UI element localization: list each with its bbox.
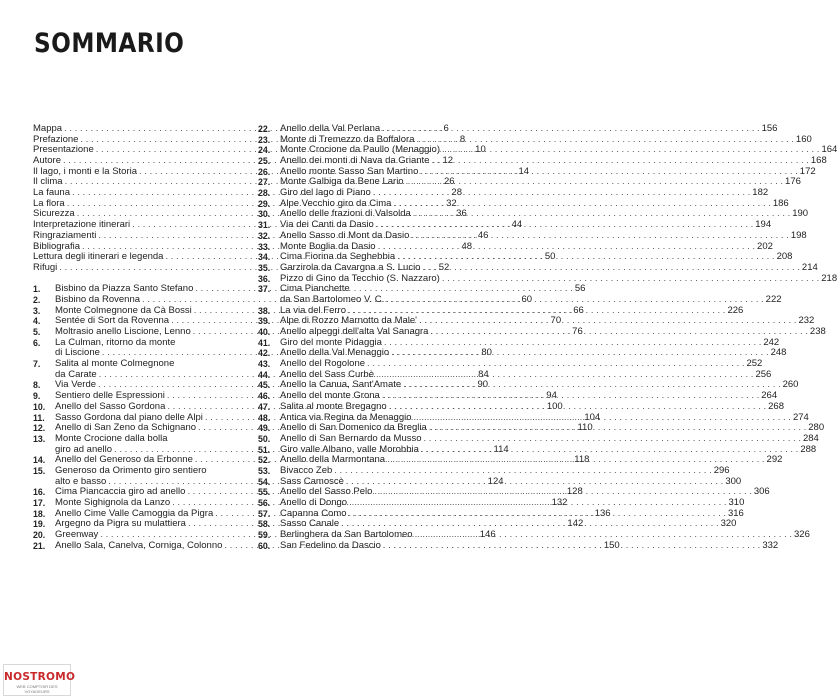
entry-page-number: 46 xyxy=(477,229,489,241)
entry-page-number: 226 xyxy=(727,304,744,316)
entry-title: La fauna xyxy=(33,187,70,199)
entry-number: 55. xyxy=(258,487,271,498)
entry-page-number: 182 xyxy=(752,187,769,199)
entry-title: Moltrasio anello Liscione, Lenno xyxy=(55,326,191,338)
entry-number: 42. xyxy=(258,348,271,359)
entry-title: Monte Boglia da Dasio xyxy=(280,240,376,252)
entry-page-number: 44 xyxy=(511,219,523,231)
entry-title: di Liscione xyxy=(55,347,100,359)
entry-number: 45. xyxy=(258,380,271,391)
entry-page-number: 124 xyxy=(487,475,504,487)
entry-number: 27. xyxy=(258,177,271,188)
entry-page-number: 190 xyxy=(792,208,809,220)
entry-page-number: 202 xyxy=(757,240,773,252)
entry-page-number: 150 xyxy=(603,539,620,551)
entry-title: Interpretazione itinerari xyxy=(33,219,131,231)
entry-title: Giro valle Albano, valle Morobbia xyxy=(280,443,419,455)
entry-page-number: 288 xyxy=(800,443,817,455)
entry-title: Sasso Canale xyxy=(280,518,340,530)
entry-page-number: 168 xyxy=(810,155,827,167)
entry-number: 15. xyxy=(33,465,46,476)
entry-number: 13. xyxy=(33,433,46,444)
entry-page-number: 60 xyxy=(521,293,533,305)
entry-page-number: 326 xyxy=(794,529,810,541)
entry-page-number: 194 xyxy=(755,219,772,231)
entry-number: 6. xyxy=(33,337,41,348)
entry-number: 29. xyxy=(258,198,271,209)
entry-number: 53. xyxy=(258,465,271,476)
leader-dots xyxy=(440,274,821,285)
entry-number: 16. xyxy=(33,487,46,498)
entry-page-number: 128 xyxy=(566,486,583,498)
entry-page-number: 248 xyxy=(770,347,787,359)
entry-title: Monte Colmegnone da Cà Bossi xyxy=(55,304,192,316)
entry-number: 9. xyxy=(33,391,41,402)
entry-title: Alpe di Rozzo Marnotto da Male' xyxy=(280,315,417,327)
entry-number: 2. xyxy=(33,294,41,305)
entry-number: 49. xyxy=(258,423,271,434)
entry-page-number: 164 xyxy=(821,144,837,156)
entry-number: 20. xyxy=(33,530,46,541)
entry-title: Sentiero delle Espressioni xyxy=(55,390,165,402)
entry-title: Anello della Val Perlana xyxy=(280,122,381,134)
entry-page-number: 186 xyxy=(772,197,789,209)
entry-title: Berlinghera da San Bartolomeo xyxy=(280,529,413,541)
entry-title: Bivacco Zeb xyxy=(280,464,333,476)
entry-page-number: 36 xyxy=(456,208,467,220)
entry-title: Monte Crocione dalla bolla xyxy=(55,432,168,444)
nostromo-logo xyxy=(3,664,76,696)
entry-number: 5. xyxy=(33,327,41,338)
entry-title: Anello del Generoso da Erbonne xyxy=(55,454,193,466)
page-title: SOMMARIO xyxy=(34,28,185,59)
entry-page-number: 310 xyxy=(728,497,745,509)
entry-number: 32. xyxy=(258,230,271,241)
entry-page-number: 208 xyxy=(776,251,793,263)
entry-title: Il lago, i monti e la Storia xyxy=(33,165,138,177)
entry-number: 36. xyxy=(258,273,271,284)
entry-page-number: 238 xyxy=(809,326,826,338)
entry-title: alto e basso xyxy=(55,475,107,487)
entry-title: Giro del lago di Piano xyxy=(280,187,371,199)
entry-title: La flora xyxy=(33,197,65,209)
entry-number: 17. xyxy=(33,498,46,509)
entry-title: Anello di San Domenico da Breglia xyxy=(280,422,427,434)
entry-page-number: 252 xyxy=(746,358,763,370)
entry-number: 34. xyxy=(258,252,271,263)
entry-page-number: 48 xyxy=(461,240,473,252)
entry-title: Anello del monte Grona xyxy=(280,390,380,402)
entry-title: Anello dei monti di Nava da Griante xyxy=(280,155,430,167)
entry-number: 48. xyxy=(258,412,271,423)
entry-page-number: 132 xyxy=(551,497,568,509)
entry-title: Anello Cime Valle Camoggia da Pigra xyxy=(55,507,214,519)
entry-title: Monte Crocione da Paullo (Menaggio) xyxy=(280,144,441,156)
entry-title: Sass Camoscè xyxy=(280,475,344,487)
entry-title: Generoso da Orimento giro sentiero xyxy=(55,464,207,476)
entry-number: 57. xyxy=(258,508,271,519)
entry-title: Bisbino da Piazza Santo Stefano xyxy=(55,283,194,295)
entry-title: Sicurezza xyxy=(33,208,75,220)
entry-number: 56. xyxy=(258,498,271,509)
entry-page-number: 242 xyxy=(763,336,780,348)
entry-title: Anello la Canua, Sant'Amate xyxy=(280,379,402,391)
entry-page-number: 316 xyxy=(727,507,744,519)
entry-page-number: 218 xyxy=(821,272,837,284)
entry-title: Sentée di Sort da Rovenna xyxy=(55,315,170,327)
entry-title: Anello della Val Menaggio xyxy=(280,347,390,359)
entry-title: Anello monte Sasso San Martino xyxy=(280,165,419,177)
entry-number: 51. xyxy=(258,444,271,455)
entry-title: da San Bartolomeo V. C. xyxy=(280,293,385,305)
entry-title: Ringraziamenti xyxy=(33,229,97,241)
entry-page-number: 222 xyxy=(765,293,782,305)
entry-page-number: 292 xyxy=(766,454,783,466)
entry-title: Capanna Como xyxy=(280,507,347,519)
entry-number: 3. xyxy=(33,305,41,316)
entry-page-number: 268 xyxy=(768,400,784,412)
entry-number: 46. xyxy=(258,391,271,402)
entry-title: Anello del Rogolone xyxy=(280,358,366,370)
entry-page-number: 104 xyxy=(584,411,601,423)
entry-page-number: 260 xyxy=(782,379,799,391)
entry-page-number: 84 xyxy=(478,368,489,380)
entry-page-number: 176 xyxy=(785,176,801,188)
entry-number: 8. xyxy=(33,380,41,391)
logo-wordmark: NOSTROMO xyxy=(4,671,76,683)
entry-number: 30. xyxy=(258,209,271,220)
entry-page-number: 80 xyxy=(481,347,492,359)
entry-page-number: 114 xyxy=(493,443,509,455)
entry-title: La via del Ferro xyxy=(280,304,347,316)
entry-number: 14. xyxy=(33,455,46,466)
entry-page-number: 332 xyxy=(762,539,779,551)
entry-title: Presentazione xyxy=(33,144,94,156)
entry-number: 39. xyxy=(258,316,271,327)
entry-title: Monte Galbiga da Bene Lario xyxy=(280,176,404,188)
entry-page-number: 160 xyxy=(795,133,812,145)
entry-page-number: 28 xyxy=(451,187,462,199)
entry-number: 7. xyxy=(33,359,41,370)
entry-page-number: 172 xyxy=(799,165,816,177)
entry-title: Anello di Dongo xyxy=(280,497,348,509)
entry-page-number: 118 xyxy=(574,454,590,466)
entry-title: Anello alpeggi dell'alta Val Sanagra xyxy=(280,326,429,338)
entry-title: Cima Fiorina da Seghebbia xyxy=(280,251,396,263)
entry-number: 54. xyxy=(258,476,271,487)
entry-number: 22. xyxy=(258,123,271,134)
entry-number: 21. xyxy=(33,540,46,551)
entry-title: Anello di San Bernardo da Musso xyxy=(280,432,422,444)
entry-number: 37. xyxy=(258,284,271,295)
entry-page-number: 142 xyxy=(567,518,584,530)
entry-title: Anello della Marmontana xyxy=(280,454,386,466)
entry-title: Anello del Sasso Pelo xyxy=(280,486,373,498)
entry-title: Rifugi xyxy=(33,261,58,273)
entry-title: Bisbino da Rovenna xyxy=(55,293,141,305)
entry-page-number: 100 xyxy=(546,400,563,412)
entry-title: da Carate xyxy=(55,368,97,380)
entry-number: 23. xyxy=(258,134,271,145)
entry-page-number: 52 xyxy=(438,261,450,273)
entry-page-number: 146 xyxy=(479,529,496,541)
entry-title: giro ad anello xyxy=(55,443,113,455)
entry-number: 58. xyxy=(258,519,271,530)
entry-page-number: 232 xyxy=(798,315,815,327)
entry-page-number: 256 xyxy=(755,368,772,380)
entry-page-number: 214 xyxy=(801,261,818,273)
entry-title: Anello delle frazioni di Valsolda xyxy=(280,208,411,220)
entry-title: Garzirola da Cavargna a S. Lucio xyxy=(280,261,421,273)
entry-title: Prefazione xyxy=(33,133,79,145)
entry-title: Anello Sasso di Mont da Dasio xyxy=(280,229,410,241)
entry-number: 31. xyxy=(258,220,271,231)
entry-number: 18. xyxy=(33,508,46,519)
entry-title: Via dei Canti da Dasio xyxy=(280,219,374,231)
entry-page-number: 110 xyxy=(577,422,593,434)
entry-title: Pizzo di Gino da Tecchio (S. Nazzaro) xyxy=(280,272,440,284)
entry-page-number: 8 xyxy=(459,133,466,145)
entry-number: 25. xyxy=(258,156,271,167)
entry-title: Giro del monte Pidaggia xyxy=(280,336,382,348)
entry-title: Anello di San Zeno da Schignano xyxy=(55,422,197,434)
entry-number: 50. xyxy=(258,433,271,444)
entry-page-number: 66 xyxy=(573,304,584,316)
entry-title: San Fedelino da Dascio xyxy=(280,539,381,551)
leader-dots xyxy=(409,231,790,242)
entry-title: Cima Piancaccia giro ad anello xyxy=(55,486,186,498)
entry-number: 43. xyxy=(258,359,271,370)
entry-title: Bibliografia xyxy=(33,240,80,252)
entry-title: Via Verde xyxy=(55,379,97,391)
entry-number: 19. xyxy=(33,519,46,530)
entry-page-number: 198 xyxy=(790,229,807,241)
entry-page-number: 284 xyxy=(802,432,819,444)
entry-title: Monte di Tremezzo da Boffalora xyxy=(280,133,415,145)
entry-page-number: 26 xyxy=(444,176,455,188)
entry-title: Alpe Vecchio giro da Cima xyxy=(280,197,392,209)
entry-number: 10. xyxy=(33,401,46,412)
entry-title: Cima Pianchette xyxy=(280,283,350,295)
entry-page-number: 14 xyxy=(518,165,530,177)
entry-page-number: 76 xyxy=(572,326,583,338)
entry-page-number: 12 xyxy=(442,155,454,167)
entry-number: 4. xyxy=(33,316,41,327)
entry-number: 26. xyxy=(258,166,271,177)
entry-number: 35. xyxy=(258,262,271,273)
entry-page-number: 156 xyxy=(761,122,778,134)
entry-page-number: 32 xyxy=(446,197,457,209)
entry-title: Sasso Gordona dal piano delle Alpi xyxy=(55,411,203,423)
entry-number: 24. xyxy=(258,145,271,156)
entry-page-number: 50 xyxy=(544,251,556,263)
logo-tagline: WEB COMPTOIR DES VOYAGEURS xyxy=(16,684,58,694)
entry-number: 44. xyxy=(258,369,271,380)
entry-page-number: 94 xyxy=(546,390,557,402)
entry-number: 40. xyxy=(258,327,271,338)
entry-title: Anello Sala, Canelva, Corniga, Colonno xyxy=(55,539,223,551)
entry-number: 28. xyxy=(258,188,271,199)
entry-title: Greenway xyxy=(55,529,99,541)
entry-number: 52. xyxy=(258,455,271,466)
leader-dots xyxy=(387,402,768,413)
entry-number: 11. xyxy=(33,412,45,423)
entry-number: 47. xyxy=(258,401,271,412)
entry-number: 38. xyxy=(258,305,271,316)
entry-page-number: 70 xyxy=(550,315,562,327)
entry-number: 12. xyxy=(33,423,46,434)
entry-title: Anello del Sasso Gordona xyxy=(55,400,166,412)
entry-title: Salita al monte Colmegnone xyxy=(55,358,175,370)
entry-number: 33. xyxy=(258,241,271,252)
entry-title: Il clima xyxy=(33,176,63,188)
entry-title: Lettura degli itinerari e legenda xyxy=(33,251,164,263)
entry-page-number: 264 xyxy=(761,390,778,402)
entry-page-number: 320 xyxy=(720,518,737,530)
entry-title: Autore xyxy=(33,155,61,167)
entry-number: 1. xyxy=(33,284,41,295)
entry-page-number: 300 xyxy=(725,475,742,487)
entry-page-number: 306 xyxy=(753,486,770,498)
entry-page-number: 296 xyxy=(713,464,730,476)
entry-number: 59. xyxy=(258,530,271,541)
entry-title: Anello del Sass Curbè xyxy=(280,368,374,380)
entry-title: Salita al monte Bregagno xyxy=(280,400,387,412)
entry-page-number: 10 xyxy=(475,144,486,156)
entry-title: Antica via Regina da Menaggio xyxy=(280,411,412,423)
entry-title: Mappa xyxy=(33,122,63,134)
entry-title: La Culman, ritorno da monte xyxy=(55,336,176,348)
entry-page-number: 136 xyxy=(594,507,611,519)
leader-dots xyxy=(381,541,762,552)
entry-title: Monte Sighignola da Lanzo xyxy=(55,497,171,509)
entry-page-number: 280 xyxy=(808,422,825,434)
entry-page-number: 90 xyxy=(477,379,489,391)
entry-number: 60. xyxy=(258,540,271,551)
entry-title: Argegno da Pigra su mulattiera xyxy=(55,518,186,530)
entry-number: 41. xyxy=(258,337,271,348)
entry-page-number: 56 xyxy=(574,283,586,295)
entry-page-number: 6 xyxy=(443,122,449,134)
entry-page-number: 274 xyxy=(792,411,809,423)
